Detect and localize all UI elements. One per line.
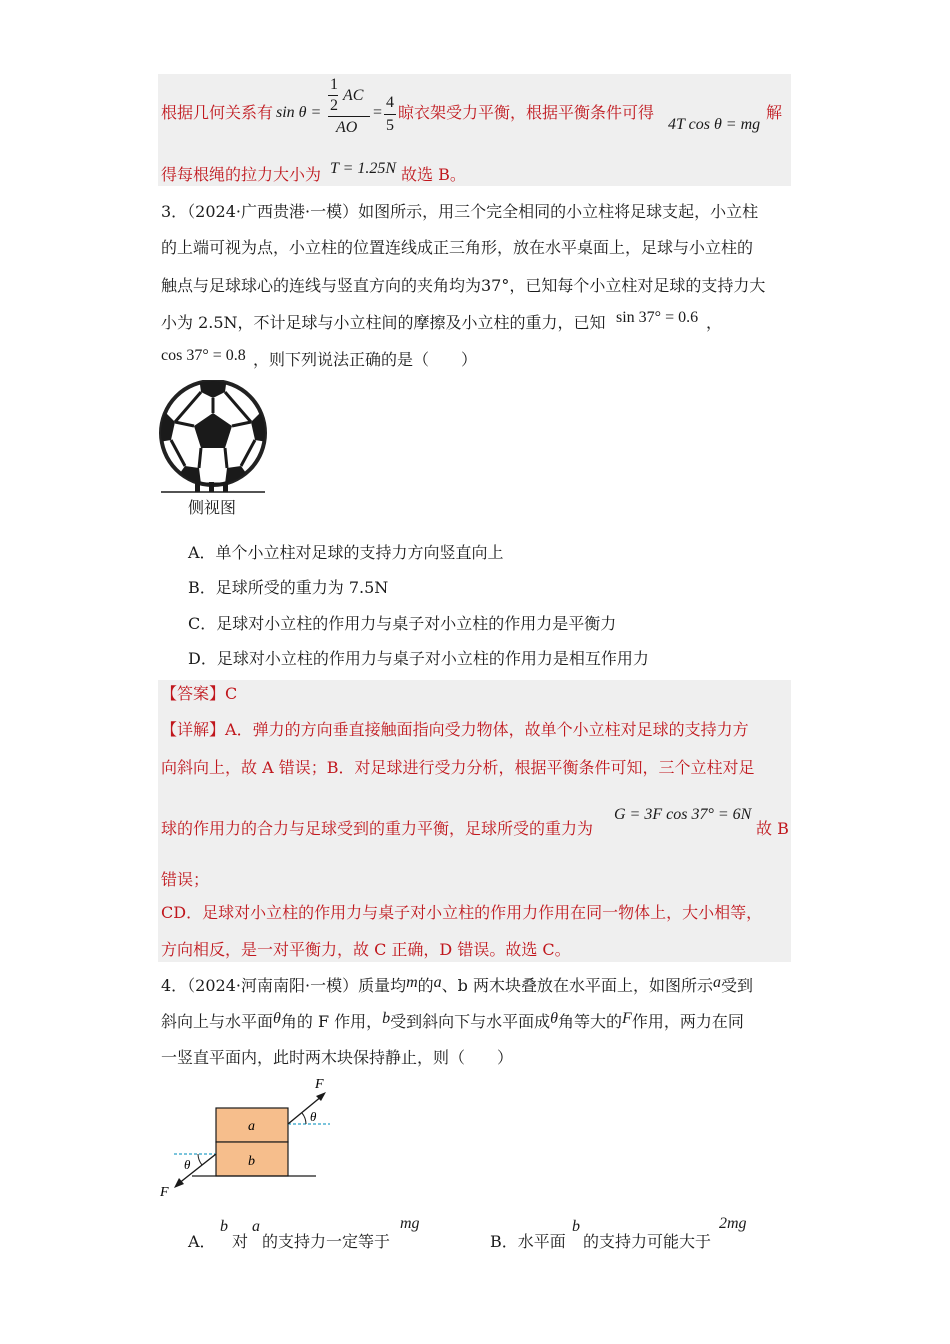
q3-cos37: cos 37° = 0.8 — [161, 347, 246, 364]
detail-line5: CD．足球对小立柱的作用力与桌子对小立柱的作用力作用在同一物体上，大小相等， — [161, 903, 763, 922]
pillar-left — [195, 482, 200, 492]
pillar-right — [223, 482, 228, 492]
q4-option-a-text: 的支持力一定等于 — [262, 1232, 391, 1251]
q4-F: F — [622, 1010, 632, 1027]
blocks-figure — [150, 1070, 350, 1210]
q3-option-d: D．足球对小立柱的作用力与桌子对小立柱的作用力是相互作用力 — [188, 649, 649, 668]
q3-line1: 3．（2024·广西贵港·一模）如图所示，用三个完全相同的小立柱将足球支起，小立柱 — [161, 202, 759, 221]
q3-option-b: B．足球所受的重力为 7.5N — [188, 578, 389, 597]
top-line2-pre: 得每根绳的拉力大小为 — [161, 165, 322, 184]
detail-line2: 向斜向上，故 A 错误；B．对足球进行受力分析，根据平衡条件可知，三个立柱对足 — [161, 758, 755, 777]
top-line1-post: 解 — [766, 103, 783, 122]
fig-label-theta-bottom: θ — [184, 1157, 191, 1172]
q4-option-a-mg: mg — [400, 1215, 420, 1232]
q4-m: m — [406, 974, 418, 991]
fig-label-a: a — [248, 1119, 255, 1134]
q3-line4-post: ， — [706, 313, 723, 332]
frac2-bar — [384, 114, 396, 115]
top-line1-pre: 根据几何关系有 — [161, 103, 274, 122]
q4-line2-d: 角等大的 — [558, 1012, 623, 1031]
detail-line3-pre: 球的作用力的合力与足球受到的重力平衡，足球所受的重力为 — [161, 819, 594, 838]
figure-caption: 侧视图 — [188, 498, 237, 517]
q4-theta2: θ — [550, 1010, 559, 1027]
tension-value: T = 1.25N — [330, 160, 397, 177]
q4-b: b — [382, 1010, 391, 1027]
answer-line — [161, 684, 237, 704]
frac-ao: AO — [336, 119, 358, 136]
q4-option-a-a: a — [252, 1218, 260, 1235]
q4-line2-b: 角的 F 作用， — [280, 1012, 383, 1031]
detail-line3-post: 故 B — [756, 819, 789, 838]
q3-option-a: A．单个小立柱对足球的支持力方向竖直向上 — [188, 543, 504, 562]
top-line1-mid: 晾衣架受力平衡，根据平衡条件可得 — [398, 103, 655, 122]
q4-line2-a: 斜向上与水平面 — [161, 1012, 274, 1031]
q4-line2 — [161, 1012, 744, 1033]
q3-option-c: C．足球对小立柱的作用力与桌子对小立柱的作用力是平衡力 — [188, 614, 617, 633]
angle-arc-bottom — [198, 1154, 202, 1165]
q4-a: a — [433, 974, 442, 991]
q4-line2-c: 受到斜向下与水平面成 — [390, 1012, 551, 1031]
q4-line2-e: 作用，两力在同 — [631, 1012, 744, 1031]
frac-half-bottom: 2 — [330, 97, 338, 114]
detail-line4: 错误； — [161, 870, 210, 889]
q4-option-b-text: 的支持力可能大于 — [583, 1232, 712, 1251]
frac-eq: = — [373, 104, 383, 121]
top-line2-post: 故选 B。 — [401, 165, 466, 184]
q4-option-a-dui: 对 — [232, 1232, 249, 1251]
q4-line1 — [161, 976, 753, 997]
frac-ac: AC — [343, 87, 364, 104]
q4-a2: a — [713, 974, 721, 991]
q4-option-b-b: b — [572, 1218, 580, 1235]
q4-line3: 一竖直平面内，此时两木块保持静止，则（ ） — [161, 1048, 514, 1067]
frac2-num: 4 — [386, 94, 394, 111]
fig-label-theta-top: θ — [310, 1109, 317, 1124]
frac2-den: 5 — [386, 117, 394, 134]
balance-equation: 4T cos θ = mg — [668, 116, 761, 133]
q3-sin37: sin 37° = 0.6 — [616, 309, 699, 326]
q3-line5-post: ，则下列说法正确的是（ ） — [253, 350, 478, 369]
fig-label-F-bottom: F — [160, 1185, 169, 1200]
fig-label-F-top: F — [315, 1077, 324, 1092]
pillar-middle — [209, 482, 214, 492]
frac-main-bar — [328, 116, 370, 117]
q4-line1-a: 4．（2024·河南南阳·一模）质量均 — [161, 976, 407, 995]
q3-line4-pre: 小为 2.5N，不计足球与小立柱间的摩擦及小立柱的重力，已知 — [161, 313, 606, 332]
q4-option-a-b: b — [220, 1218, 228, 1235]
angle-arc-top — [302, 1113, 306, 1124]
q4-line1-d: 受到 — [721, 976, 754, 995]
sin-theta: sin θ = — [276, 104, 322, 121]
q3-line2: 的上端可视为点，小立柱的位置连线成正三角形，放在水平桌面上，足球与小立柱的 — [161, 238, 754, 257]
detail-tag: 【详解】 — [161, 720, 226, 739]
detail-line1 — [161, 720, 749, 740]
q4-option-a-pre: A． — [188, 1232, 216, 1251]
answer-value: C — [225, 684, 238, 703]
answer-tag: 【答案】 — [161, 684, 226, 703]
q4-option-b-2mg: 2mg — [719, 1215, 747, 1232]
frac-half-bar — [328, 95, 338, 96]
detail-text-1: A．弹力的方向垂直接触面指向受力物体，故单个小立柱对足球的支持力方 — [225, 720, 749, 739]
arrowhead-down — [174, 1178, 184, 1188]
frac-half-top: 1 — [330, 76, 338, 93]
q4-option-b-pre: B．水平面 — [490, 1232, 566, 1251]
detail-line6: 方向相反，是一对平衡力，故 C 正确，D 错误。故选 C。 — [161, 940, 571, 959]
q3-line3: 触点与足球球心的连线与竖直方向的夹角均为37°，已知每个小立柱对足球的支持力大 — [161, 276, 766, 295]
gravity-equation: G = 3F cos 37° = 6N — [614, 806, 752, 823]
soccer-ball-figure — [155, 380, 273, 498]
q4-theta: θ — [273, 1010, 281, 1027]
fig-label-b: b — [248, 1154, 255, 1169]
q4-line1-c: 、b 两木块叠放在水平面上，如图所示 — [441, 976, 713, 995]
q4-line1-b: 的 — [417, 976, 434, 995]
